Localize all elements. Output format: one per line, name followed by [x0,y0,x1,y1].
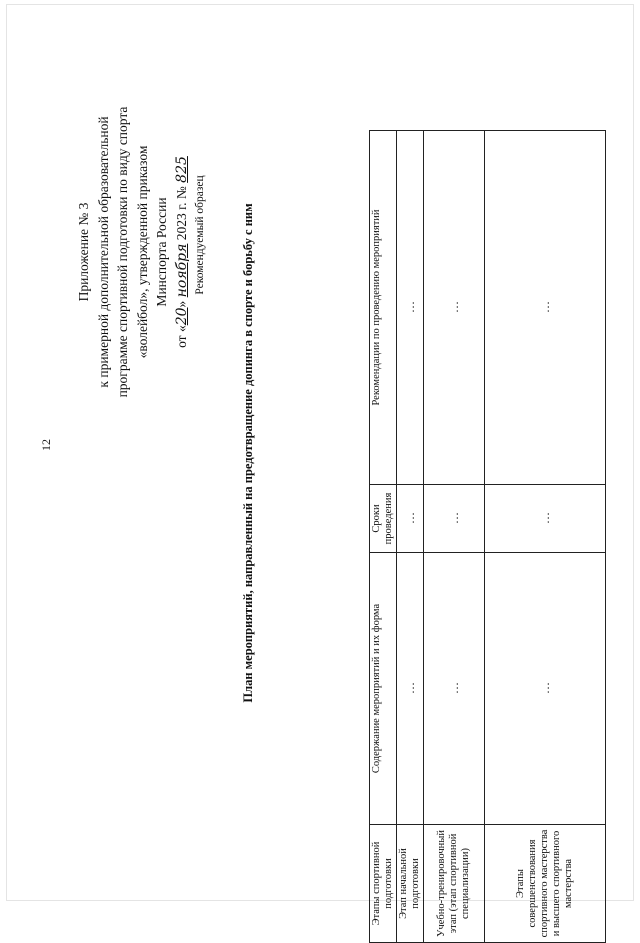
column-header-terms: Сроки проведения [370,485,397,553]
table-header-row [370,131,397,943]
header-line-2: программе спортивной подготовки по виду спорта [115,106,130,398]
order-date-line: от «20» ноября 2023 г. № 825 [172,2,193,502]
table-row [424,131,485,943]
stage-cell: Этап начальной подготовки [397,825,424,943]
stage-cell: Учебно-тренировочный этап (этап спортивной специализации) [424,825,485,943]
handwritten-month: ноября [173,243,190,298]
appendix-header [74,2,190,502]
handwritten-day: 20 [173,307,190,326]
recommendations-cell: … [485,131,606,485]
column-header-recommendations: Рекомендации по проведению мероприятий [370,131,397,485]
table-row [485,131,606,943]
handwritten-order-number: 825 [173,156,190,183]
terms-cell: … [485,485,606,553]
header-line-3: «волейбол», утвержденной приказом [134,145,150,359]
terms-cell: … [397,485,424,553]
stage-cell: Этапы совершенствования спортивного мастерства и высшего спортивного мастерства [485,825,606,943]
recommended-sample-label: Рекомендуемый образец [194,175,206,295]
column-header-stage: Этапы спортивной подготовки [370,825,397,943]
plan-title: План мероприятий, направленный на предотвращение допинга в спорте и борьбу с ним [241,203,255,703]
appendix-title: Приложение № 3 [76,202,91,302]
table-row [397,131,424,943]
recommendations-cell: … [397,131,424,485]
terms-cell: … [424,485,485,553]
content-cell: … [424,553,485,825]
header-line-4: Минспорта России [154,197,169,307]
content-cell: … [485,553,606,825]
content-cell: … [397,553,424,825]
recommendations-cell: … [424,131,485,485]
column-header-content: Содержание мероприятий и их форма [370,553,397,825]
plan-table [369,131,595,943]
header-line-1: к примерной дополнительной образовательной [95,116,111,388]
page-number: 12 [39,439,53,451]
